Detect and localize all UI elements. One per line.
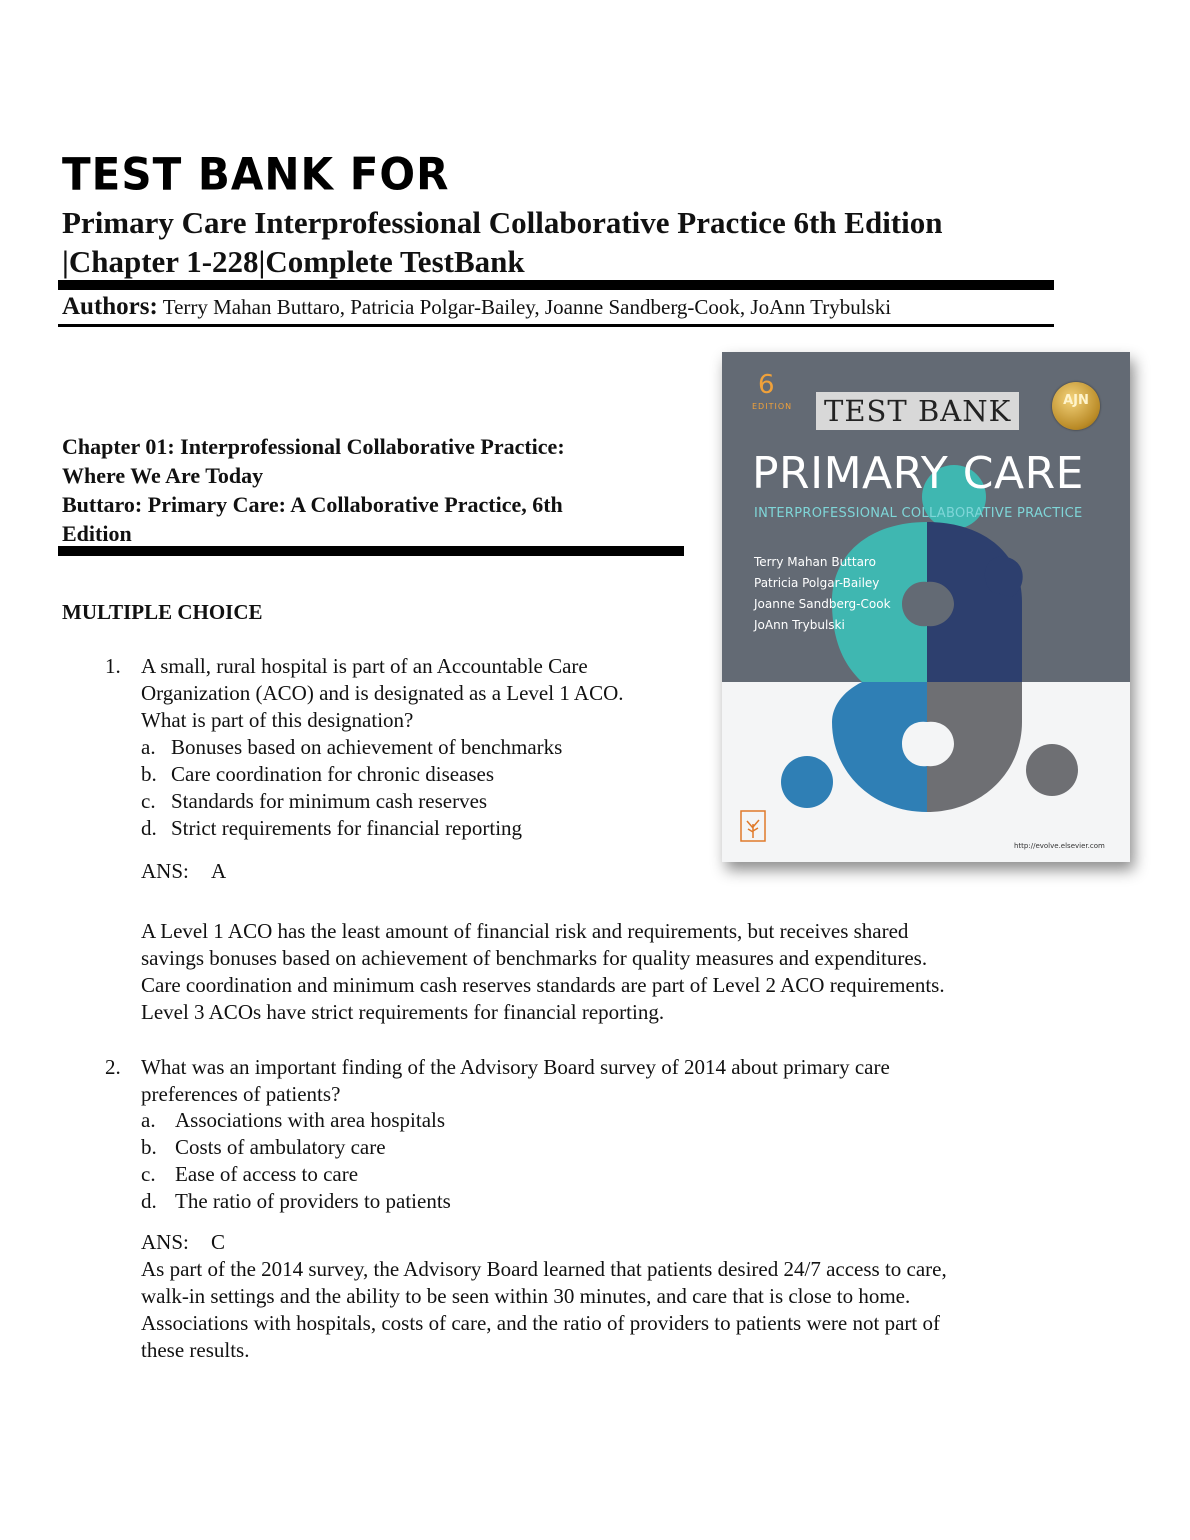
rationale-line: walk-in settings and the ability to be seen within 30 minutes, and care that is close to home.	[141, 1284, 911, 1308]
banner-title: TEST BANK FOR	[62, 148, 450, 201]
document-title	[62, 203, 1052, 281]
option-c	[141, 1161, 358, 1188]
option-letter: c.	[141, 789, 156, 813]
rationale-line: As part of the 2014 survey, the Advisory Board learned that patients desired 24/7 access to care,	[141, 1257, 947, 1281]
option-letter: d.	[141, 1189, 157, 1213]
option-text: Costs of ambulatory care	[175, 1135, 386, 1159]
rationale	[141, 918, 945, 1026]
option-text: Standards for minimum cash reserves	[171, 789, 488, 813]
award-text: AJN	[1063, 393, 1089, 408]
header-divider-thin	[58, 324, 1054, 327]
answer-line	[141, 858, 226, 885]
question-stem-line: A small, rural hospital is part of an Accountable Care	[141, 654, 588, 678]
test-bank-stamp: TEST BANK	[816, 392, 1019, 430]
cover-title: PRIMARY CARE	[752, 448, 1084, 499]
authors-line	[62, 293, 891, 321]
rationale-line: savings bonuses based on achievement of benchmarks for quality measures and expenditures.	[141, 946, 928, 970]
rationale-line: Associations with hospitals, costs of care, and the ratio of providers to patients were not part of	[141, 1311, 940, 1335]
option-text: Strict requirements for financial reporting	[171, 816, 523, 840]
title-line-2: |Chapter 1-228|Complete TestBank	[62, 244, 525, 279]
answer-label: ANS:	[141, 1230, 189, 1254]
header-divider-thick	[58, 280, 1054, 290]
option-letter: d.	[141, 816, 157, 840]
rationale-line: these results.	[141, 1338, 250, 1362]
cover-author: Patricia Polgar-Bailey	[754, 576, 880, 590]
chapter-line-1: Chapter 01: Interprofessional Collaborative Practice:	[62, 434, 565, 459]
option-a	[141, 1107, 445, 1134]
option-text: Bonuses based on achievement of benchmarks	[171, 735, 563, 759]
question-stem-line: preferences of patients?	[141, 1082, 341, 1106]
authors-label: Authors:	[62, 293, 158, 320]
chapter-line-4: Edition	[62, 521, 132, 546]
option-d	[141, 815, 522, 842]
option-a	[141, 734, 562, 761]
cover-author: Terry Mahan Buttaro	[754, 555, 876, 569]
rationale-line: Level 3 ACOs have strict requirements for financial reporting.	[141, 1000, 665, 1024]
chapter-line-3: Buttaro: Primary Care: A Collaborative Practice, 6th	[62, 492, 563, 517]
option-letter: a.	[141, 735, 156, 759]
cover-subtitle: INTERPROFESSIONAL COLLABORATIVE PRACTICE	[754, 506, 1083, 521]
question-stem-line: Organization (ACO) and is designated as a Level 1 ACO.	[141, 681, 624, 705]
option-b	[141, 1134, 386, 1161]
rationale	[141, 1256, 947, 1364]
option-letter: b.	[141, 762, 157, 786]
authors-names: Terry Mahan Buttaro, Patricia Polgar-Bailey, Joanne Sandberg-Cook, JoAnn Trybulski	[162, 295, 892, 319]
option-b	[141, 761, 494, 788]
cover-author: Joanne Sandberg-Cook	[754, 597, 891, 611]
option-text: Care coordination for chronic diseases	[171, 762, 495, 786]
option-text: The ratio of providers to patients	[175, 1189, 451, 1213]
rationale-line: A Level 1 ACO has the least amount of financial risk and requirements, but receives shared	[141, 919, 909, 943]
cover-url: http://evolve.elsevier.com	[1014, 842, 1105, 850]
cover-edition-number: 6	[758, 370, 775, 400]
answer-value: C	[211, 1230, 226, 1254]
question-number: 1.	[105, 654, 121, 678]
chapter-divider	[58, 546, 684, 556]
award-seal-icon	[1052, 382, 1100, 430]
option-letter: a.	[141, 1108, 156, 1132]
option-d	[141, 1188, 451, 1215]
option-c	[141, 788, 487, 815]
answer-value: A	[211, 859, 227, 883]
rationale-line: Care coordination and minimum cash reserves standards are part of Level 2 ACO requirements.	[141, 973, 945, 997]
answer-line	[141, 1229, 225, 1256]
question-number: 2.	[105, 1055, 121, 1079]
cover-author: JoAnn Trybulski	[754, 618, 845, 632]
cover-authors	[754, 552, 891, 636]
elsevier-tree-logo-icon	[740, 810, 766, 842]
book-cover-image	[722, 352, 1130, 862]
chapter-heading	[62, 432, 682, 548]
section-heading: MULTIPLE CHOICE	[62, 600, 263, 624]
title-line-1: Primary Care Interprofessional Collaborative Practice 6th Edition	[62, 205, 943, 240]
chapter-line-2: Where We Are Today	[62, 463, 264, 488]
option-text: Ease of access to care	[175, 1162, 359, 1186]
question-stem-line: What is part of this designation?	[141, 708, 414, 732]
option-letter: b.	[141, 1135, 157, 1159]
option-text: Associations with area hospitals	[175, 1108, 446, 1132]
question-stem-line: What was an important finding of the Advisory Board survey of 2014 about primary care	[141, 1055, 890, 1079]
cover-edition-word: EDITION	[752, 402, 793, 411]
answer-label: ANS:	[141, 859, 189, 883]
option-letter: c.	[141, 1162, 156, 1186]
